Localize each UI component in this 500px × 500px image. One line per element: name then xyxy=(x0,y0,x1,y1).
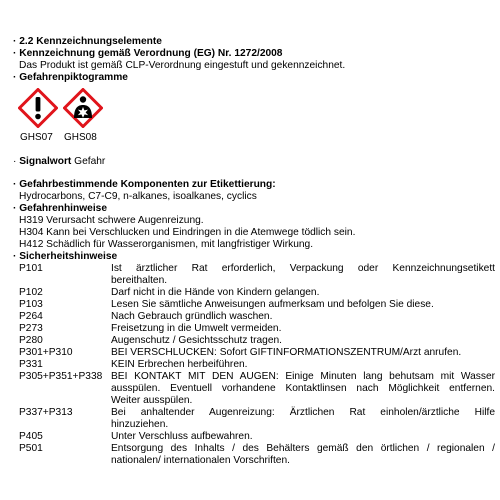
precaution-text: Augenschutz / Gesichtsschutz tragen. xyxy=(111,335,283,346)
hazard-heading: · Gefahrenhinweise xyxy=(13,203,107,214)
precaution-text: bereithalten. xyxy=(111,275,168,286)
section-title: · 2.2 Kennzeichnungselemente xyxy=(13,36,162,47)
ghs08-code: GHS08 xyxy=(64,132,97,143)
precaution-text: Darf nicht in die Hände von Kindern gelangen. xyxy=(111,287,320,298)
precaution-code: P273 xyxy=(19,323,43,334)
precaution-code: P301+P310 xyxy=(19,347,73,358)
precaution-heading: · Sicherheitshinweise xyxy=(13,251,118,262)
precaution-text: ausspülen. Eventuell vorhandene Kontaktlinsen nach Möglichkeit entfernen. xyxy=(111,383,495,394)
signal-word-label: Signalwort xyxy=(19,156,72,167)
precaution-code: P337+P313 xyxy=(19,407,73,418)
hazard-statement: H412 Schädlich für Wasserorganismen, mit langfristiger Wirkung. xyxy=(19,239,314,250)
precaution-code: P331 xyxy=(19,359,43,370)
precaution-code: P264 xyxy=(19,311,43,322)
precaution-code: P101 xyxy=(19,263,43,274)
regulation-heading: · Kennzeichnung gemäß Verordnung (EG) Nr. 1272/2008 xyxy=(13,48,283,59)
components-text: Hydrocarbons, C7-C9, n-alkanes, isoalkanes, cyclics xyxy=(19,191,257,202)
precaution-text: Nach Gebrauch gründlich waschen. xyxy=(111,311,273,322)
signal-word-line: · Signalwort Gefahr xyxy=(13,156,106,167)
components-heading: · Gefahrbestimmende Komponenten zur Etikettierung: xyxy=(13,179,276,190)
precaution-text: Entsorgung des Inhalts / des Behälters gemäß den örtlichen / regionalen / xyxy=(111,443,495,454)
precaution-text: Bei anhaltender Augenreizung: Ärztlichen Rat einholen/ärztliche Hilfe xyxy=(111,407,495,418)
precaution-text: KEIN Erbrechen herbeiführen. xyxy=(111,359,248,370)
regulation-text: Das Produkt ist gemäß CLP-Verordnung eingestuft und gekennzeichnet. xyxy=(19,60,346,71)
precaution-code: P103 xyxy=(19,299,43,310)
precaution-text: Weiter ausspülen. xyxy=(111,395,193,406)
precaution-code: P501 xyxy=(19,443,43,454)
precaution-code: P405 xyxy=(19,431,43,442)
precaution-code: P102 xyxy=(19,287,43,298)
precaution-text: Lesen Sie sämtliche Anweisungen aufmerksam und befolgen Sie diese. xyxy=(111,299,434,310)
pictograms-heading: · Gefahrenpiktogramme xyxy=(13,72,128,83)
exclamation-mark-icon xyxy=(18,88,58,128)
hazard-statement: H319 Verursacht schwere Augenreizung. xyxy=(19,215,204,226)
signal-word-value: Gefahr xyxy=(74,156,106,167)
health-hazard-icon xyxy=(63,88,103,128)
precaution-code: P280 xyxy=(19,335,43,346)
hazard-statement: H304 Kann bei Verschlucken und Eindringen in die Atemwege tödlich sein. xyxy=(19,227,356,238)
precaution-text: nationalen/ internationalen Vorschriften. xyxy=(111,455,290,466)
precaution-text: Ist ärztlicher Rat erforderlich, Verpackung oder Kennzeichnungsetikett xyxy=(111,263,495,274)
precaution-text: Unter Verschluss aufbewahren. xyxy=(111,431,253,442)
precaution-code: P305+P351+P338 xyxy=(19,371,103,382)
precaution-text: hinzuziehen. xyxy=(111,419,169,430)
precaution-text: Freisetzung in die Umwelt vermeiden. xyxy=(111,323,282,334)
precaution-text: BEI KONTAKT MIT DEN AUGEN: Einige Minuten lang behutsam mit Wasser xyxy=(111,371,495,382)
ghs07-code: GHS07 xyxy=(20,132,53,143)
precaution-text: BEI VERSCHLUCKEN: Sofort GIFTINFORMATIONSZENTRUM/Arzt anrufen. xyxy=(111,347,462,358)
